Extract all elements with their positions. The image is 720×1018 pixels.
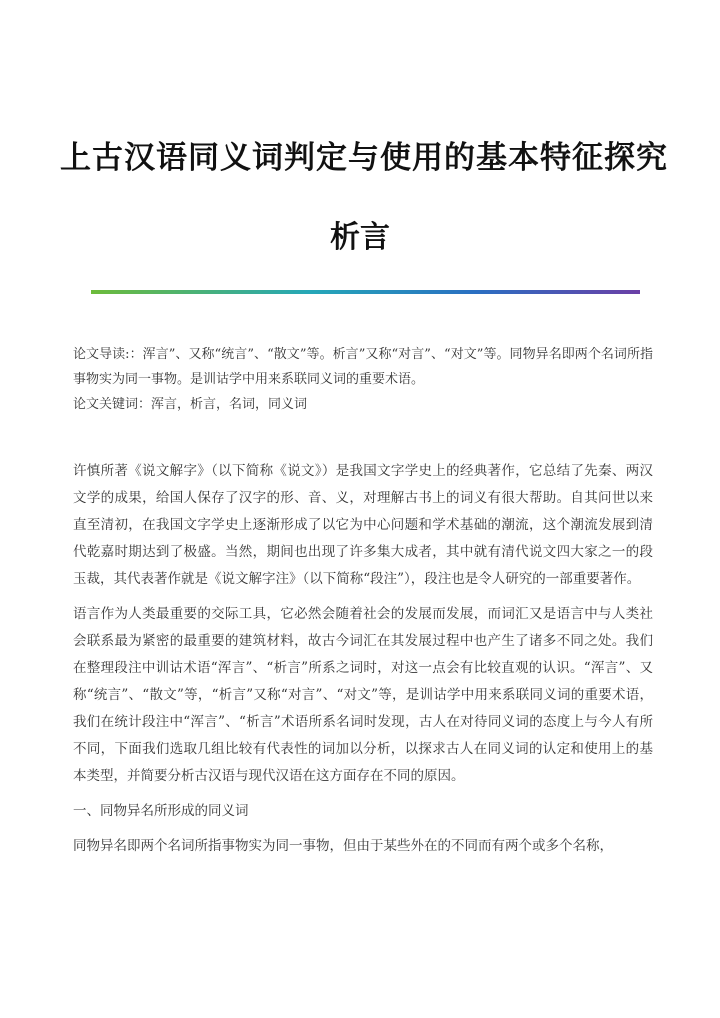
- body-paragraph: 许慎所著《说文解字》（以下简称《说文》）是我国文字学史上的经典著作，它总结了先秦、两汉文学的成果，给国人保存了汉字的形、音、义，对理解古书上的词义有很大帮助。自其问世以来直至清初，在我国文字学史上逐渐形成了以它为中心问题和学术基础的潮流，这个潮流发展到清代乾嘉时期达到了极盛。当然，期间也出现了许多集大成者，其中就有清代说文四大家之一的段玉裁，其代表著作就是《说文解字注》（以下简称“段注”），段注也是令人研究的一部重要著作。: [73, 463, 653, 587]
- document-subtitle: 析言: [330, 220, 390, 255]
- section-heading: 一、同物异名所形成的同义词: [73, 803, 249, 819]
- title-divider: [91, 290, 640, 294]
- document-title: 上古汉语同义词判定与使用的基本特征探究: [60, 140, 668, 176]
- abstract-section: [73, 342, 653, 417]
- body-paragraph: 语言作为人类最重要的交际工具，它必然会随着社会的发展而发展，而词汇又是语言中与人类社会联系最为紧密的最重要的建筑材料，故古今词汇在其发展过程中也产生了诸多不同之处。我们在整理段注中训诂术语“浑言”、“析言”所系之词时，对这一点会有比较直观的认识。“浑言”、又称“统言”、“散文”等，“析言”又称“对言”、“对文”等，是训诂学中用来系联同义词的重要术语，我们在统计段注中“浑言”、“析言”术语所系名词时发现，古人在对待同义词的态度上与今人有所不同，下面我们选取几组比较有代表性的词加以分析，以探求古人在同义词的认定和使用上的基本类型，并简要分析古汉语与现代汉语在这方面存在不同的原因。: [73, 606, 653, 784]
- section-paragraph: 同物异名即两个名词所指事物实为同一事物，但由于某些外在的不同而有两个或多个名称，: [73, 838, 613, 854]
- abstract-keywords: 论文关键词：浑言，析言，名词，同义词: [73, 397, 308, 412]
- body-text: [73, 458, 653, 868]
- abstract-intro: 论文导读:：浑言”、又称“统言”、“散文”等。析言”又称“对言”、“对文”等。同物异名即两个名词所指事物实为同一事物。是训诂学中用来系联同义词的重要术语。: [73, 347, 653, 387]
